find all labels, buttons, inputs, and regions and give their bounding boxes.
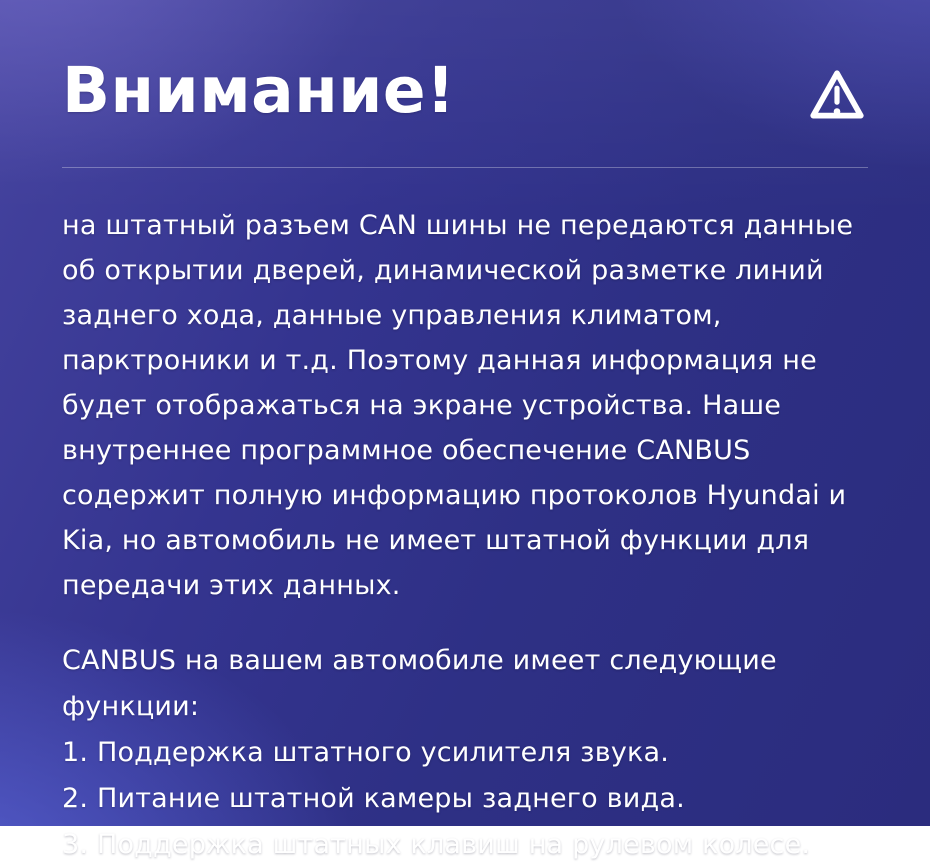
page-title: Внимание! [62,54,456,127]
header-divider [62,167,868,168]
list-item-rear-camera-power: 2. Питание штатной камеры заднего вида. [62,782,685,814]
header [62,56,868,127]
paragraph-canbus-limitations: на штатный разъем CAN шины не передаются данные об открытии дверей, динамической разметке линий заднего хода, данные управления климатом, парктроники и т.д. Поэтому данная информация не будет отображаться на экране устройства. Наше внутреннее программное обеспечение CANBUS содержит полную информацию протоколов Hyundai и Kia, но автомобиль не имеет штатной функции для передачи этих данных. [62,209,854,601]
list-item-amplifier-support: 1. Поддержка штатного усилителя звука. [62,736,670,768]
warning-triangle-icon [808,66,866,126]
list-item-steering-wheel-keys: 3. Поддержка штатных клавиш на рулевом колесе. [62,828,811,860]
paragraph-canbus-functions-intro: CANBUS на вашем автомобиле имеет следующие функции: [62,644,777,722]
functions-list [62,730,868,868]
